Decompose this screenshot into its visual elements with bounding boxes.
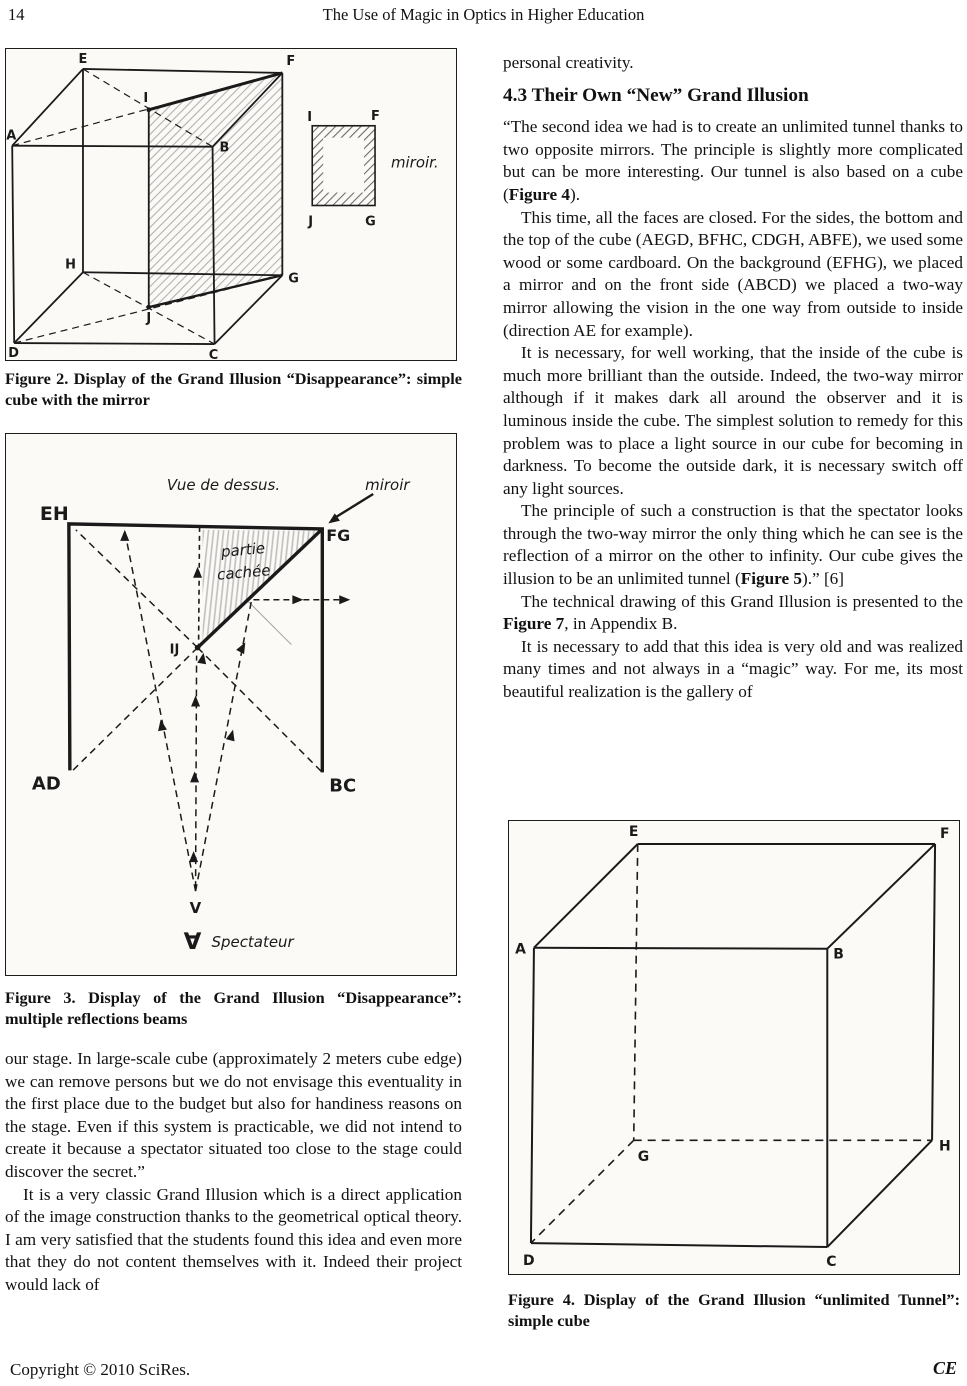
spectator-label: Spectateur: [211, 932, 294, 951]
hidden-mirror-edge: [199, 527, 200, 646]
vertex-label-g: G: [637, 1149, 650, 1166]
right-body-text: [503, 52, 963, 704]
vertex-label-e: E: [628, 823, 639, 840]
left-column: [5, 0, 462, 1386]
inset-label-i: I: [307, 109, 313, 125]
vertex-label-c: C: [208, 348, 219, 360]
inset-label-j: J: [308, 214, 314, 230]
figure-2-image: [5, 48, 457, 361]
vertex-label-a: A: [6, 128, 17, 144]
spectator-eye-symbol: ∀: [183, 928, 202, 955]
hidden-part-label-line2: cachée: [216, 561, 272, 584]
paragraph: personal creativity.: [503, 53, 634, 72]
figure-4-drawing: [509, 821, 959, 1274]
figure-2-drawing: [6, 49, 456, 360]
inset-label-f: F: [371, 108, 380, 124]
corner-label-fg: FG: [326, 525, 351, 545]
center-label-ij: IJ: [169, 642, 180, 658]
vertex-label-b: B: [833, 946, 844, 963]
vertex-label-h: H: [939, 1138, 951, 1155]
faint-reflection-line: [248, 602, 291, 645]
corner-label-eh: EH: [39, 502, 69, 525]
paragraph: It is a very classic Grand Illusion which is a direct application of the image construction thanks to the geometrical optical theory. I am very satisfied that the students found this idea and even more that they do not content themselves with it. Indeed their project would lack of: [5, 1184, 462, 1294]
paragraph: It is necessary to add that this idea is very old and was realized many times and not always in a “magic” way. For me, its most beautiful realization is the gallery of: [503, 636, 963, 702]
paragraph: [503, 500, 963, 590]
mirror-pointer-arrow: [326, 494, 373, 527]
figure-3-drawing: [6, 434, 456, 975]
figure-reference: Figure 4: [508, 184, 570, 204]
vertex-label-j: J: [146, 311, 152, 327]
page-number: 14: [8, 5, 25, 24]
vertex-label-b: B: [219, 140, 230, 156]
paragraph: This time, all the faces are closed. For the sides, the bottom and the top of the cube (AEGD, BFHC, CDGH, ABFE), we used some wood or some cardboard. On the background (EFHG), we placed a mirror and on the front side (ABCD) we placed a two-way mirror allowing the vision in the one way from outside to inside (direction AE for example).: [503, 207, 963, 340]
right-column: [503, 0, 963, 1386]
vertex-label-h: H: [65, 257, 76, 273]
paragraph-text: ).” [6]: [802, 569, 844, 589]
running-title: The Use of Magic in Optics in Higher Education: [322, 5, 645, 24]
paragraph: [503, 591, 963, 636]
section-heading: 4.3 Their Own “New” Grand Illusion: [503, 84, 809, 106]
corner-label-bc: BC: [329, 775, 357, 797]
view-title: Vue de dessus.: [166, 475, 281, 494]
vertex-label-c: C: [826, 1254, 837, 1271]
hidden-edges: [531, 844, 932, 1243]
corner-label-ad: AD: [31, 773, 61, 795]
paragraph-text: , in Appendix B.: [564, 614, 678, 634]
paragraph-text: “The second idea we had is to create an unlimited tunnel thanks to two opposite mirrors. The principle is slightly more complicated but can be more interesting. Our tunnel is also based on a cube (: [503, 117, 963, 204]
paragraph: our stage. In large-scale cube (approximately 2 meters cube edge) we can remove persons but we do not envisage this eventuality in the first place due to the budget but also for handiness reasons on the stage. Even if this system is practicable, we did not intend to create it because a spectator situated too close to the stage could discover the secret.”: [5, 1049, 462, 1181]
footer-copyright: Copyright © 2010 SciRes.: [10, 1360, 191, 1379]
mirror-label: miroir.: [390, 153, 439, 172]
mirror-pointer-label: miroir: [365, 475, 410, 494]
figure-reference: Figure 5: [740, 569, 802, 589]
cube-edges: [531, 844, 935, 1247]
vertex-label-f: F: [286, 53, 296, 69]
eye-mark: V: [189, 899, 202, 918]
paragraph-text: ).: [570, 184, 581, 204]
figure-reference: Figure 7: [503, 614, 565, 634]
inset-label-g: G: [365, 214, 376, 230]
mirror-plane: [149, 73, 283, 307]
vertex-label-i: I: [143, 90, 149, 106]
vertex-label-e: E: [78, 51, 88, 67]
vertex-label-g: G: [288, 271, 299, 287]
figure-4-caption: Figure 4. Display of the Grand Illusion “unlimited Tunnel”: simple cube: [508, 1290, 960, 1330]
figure-4-image: [508, 820, 960, 1275]
figure-3-image: [5, 433, 457, 976]
vertex-label-d: D: [8, 346, 19, 360]
vertex-label-a: A: [515, 941, 526, 958]
mirror-inset: [312, 126, 375, 206]
left-body-text: [5, 1048, 462, 1297]
vertex-label-f: F: [940, 825, 950, 842]
paragraph-text: The principle of such a construction is that the spectator looks through the two-way mirror the only thing which he can see is the reflection of a mirror on the other to infinity. Our cube gives the illusion to be an unlimited tunnel (: [503, 501, 963, 589]
hidden-part-label-line1: partie: [220, 539, 266, 561]
figure-2-caption: Figure 2. Display of the Grand Illusion “Disappearance”: simple cube with the mirror: [5, 369, 462, 409]
paragraph: It is necessary, for well working, that the inside of the cube is much more brilliant than the outside. Indeed, the two-way mirror although if it makes dark all around the observer and it is luminous inside the cube. The simplest solution to remedy for this problem was to place a light source in our cube for becoming in darkness. To become the outside dark, it is necessary switch off any light sources.: [503, 343, 963, 498]
paragraph-text: The technical drawing of this Grand Illusion is presented to the: [521, 591, 963, 611]
footer-journal-code: CE: [932, 1358, 957, 1378]
vertex-label-d: D: [522, 1253, 535, 1270]
paragraph: [503, 116, 963, 206]
figure-3-caption: Figure 3. Display of the Grand Illusion “Disappearance”: multiple reflections beams: [5, 988, 462, 1028]
